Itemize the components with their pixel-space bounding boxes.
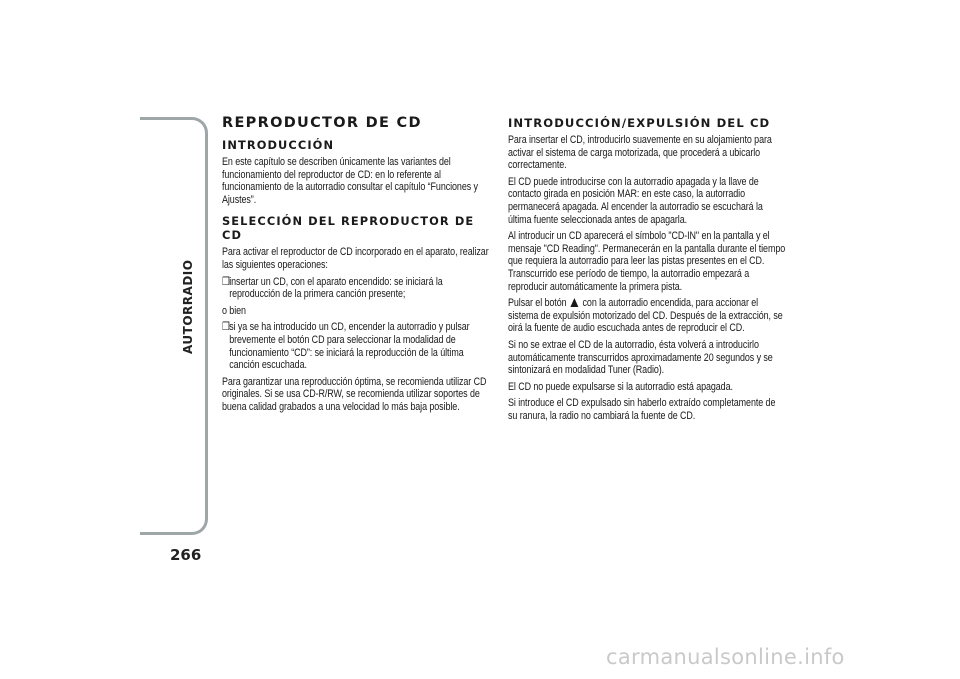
insert-eject-heading: INTRODUCCIÓN/EXPULSIÓN DEL CD: [508, 116, 771, 130]
selection-heading: SELECCIÓN DEL REPRODUCTOR DE CD: [222, 214, 475, 243]
recommendation-paragraph: Para garantizar una reproducción óptima, se recomienda utilizar CD originales. Si se usa CD-R/RW, se recomienda utilizar soportes de buena calidad grabados a una velocidad lo más baja posible.: [222, 375, 487, 413]
paragraph: El CD no puede expulsarse si la autorradio está apagada.: [508, 380, 733, 393]
or-text: o bien: [222, 304, 246, 317]
checkbox-bullet-icon: ❒: [222, 321, 230, 334]
list-item: [222, 276, 494, 301]
right-column: [508, 112, 786, 426]
intro-heading: INTRODUCCIÓN: [222, 138, 335, 152]
intro-paragraph: En este capítulo se describen únicamente las variantes del funcionamiento del reproductor de CD: en lo referente al funcionamiento de la autorradio consultar el capítulo “Funciones y Ajustes”.: [222, 156, 478, 206]
paragraph: Al introducir un CD aparecerá el símbolo "CD-IN" en la pantalla y el mensaje "CD Reading". Permanecerán en la pantalla durante el tiempo que requiera la autorradio para leer las pistas presentes en el CD. Transcurrido ese período de tiempo, la autorradio empezará a reproducir automáticamente la primera pista.: [508, 230, 786, 293]
paragraph: Para insertar el CD, introducirlo suavemente en su alojamiento para activar el sistema de carga motorizada, que procederá a ubicarlo correctamente.: [508, 134, 772, 172]
paragraph-text: Pulsar el botón: [508, 297, 567, 310]
side-tab-bracket: [140, 117, 208, 535]
page-title: REPRODUCTOR DE CD: [222, 115, 422, 131]
page-number: 266: [170, 546, 202, 564]
watermark-text: carmanualsonline.info: [606, 645, 845, 669]
list-item: [222, 321, 494, 371]
checkbox-bullet-icon: ❒: [222, 275, 230, 288]
paragraph: [508, 297, 786, 335]
left-column: [222, 112, 494, 418]
paragraph: Si introduce el CD expulsado sin haberlo extraído completamente de su ranura, la radio no cambiará la fuente de CD.: [508, 397, 776, 422]
eject-icon: [571, 298, 579, 307]
list-item-text: si ya se ha introducido un CD, encender la autorradio y pulsar brevemente el botón CD para seleccionar la modalidad de funcionamiento “CD”: se iniciará la reproducción de la última canción escuchada.: [229, 321, 470, 372]
paragraph: Si no se extrae el CD de la autorradio, ésta volverá a introducirlo automáticamente transcurridos aproximadamente 20 segundos y se sintonizará en modalidad Tuner (Radio).: [508, 338, 773, 377]
section-side-label: AUTORRADIO: [181, 259, 195, 354]
paragraph: El CD puede introducirse con la autorradio apagada y la llave de contacto girada en posición MAR: en este caso, la autorradio permanecerá apagada. Al encender la autorradio se escuchará la última fuente seleccionada antes de apagarla.: [508, 175, 763, 226]
list-item-text: insertar un CD, con el aparato encendido: se iniciará la reproducción de la primera canción presente;: [229, 275, 443, 301]
paragraph-text: con la autorradio encendida, para accionar el sistema de expulsión motorizado del CD. Después de la extracción, se oirá la fuente de audio escuchada antes de reproducir el CD.: [508, 297, 783, 335]
selection-paragraph: Para activar el reproductor de CD incorporado en el aparato, realizar las siguientes operaciones:: [222, 246, 489, 271]
